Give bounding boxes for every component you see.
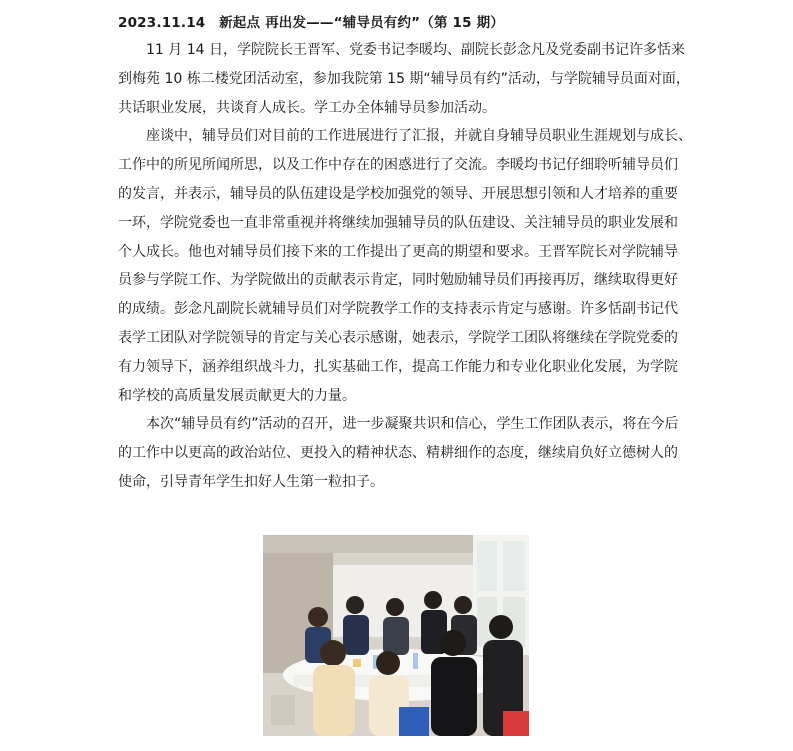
text-line: 到梅苑 10 栋二楼党团活动室，参加我院第 15 期“辅导员有约”活动，与学院辅导员面对面， <box>118 70 690 87</box>
text-line: 的工作中以更高的政治站位、更投入的精神状态、精耕细作的态度，继续肩负好立德树人的 <box>118 445 678 462</box>
text-line: 员参与学院工作、为学院做出的贡献表示肯定，同时勉励辅导员们再接再厉，继续取得更好 <box>118 272 678 289</box>
meeting-photo-illustration <box>263 535 529 736</box>
text-line: 工作中的所见所闻所思，以及工作中存在的困惑进行了交流。李暖均书记仔细聆听辅导员们 <box>118 157 678 174</box>
article-body <box>118 36 692 497</box>
paragraph <box>118 122 692 410</box>
text-line: 11 月 14 日，学院院长王晋军、党委书记李暖均、副院长彭念凡及党委副书记许多恬来 <box>146 42 685 58</box>
paragraph <box>118 36 690 122</box>
text-line: 有力领导下，涵养组织战斗力，扎实基础工作，提高工作能力和专业化职业化发展，为学院 <box>118 358 678 375</box>
text-line: 座谈中，辅导员们对目前的工作进展进行了汇报，并就自身辅导员职业生涯规划与成长、 <box>146 128 692 145</box>
text-line: 表学工团队对学院领导的肯定与关心表示感谢，她表示，学院学工团队将继续在学院党委的 <box>118 329 678 346</box>
meeting-photo <box>263 535 529 736</box>
paragraph <box>118 410 678 496</box>
text-line: 个人成长。他也对辅导员们接下来的工作提出了更高的期望和要求。王晋军院长对学院辅导 <box>118 243 678 260</box>
text-line: 一环，学院党委也一直非常重视并将继续加强辅导员的队伍建设、关注辅导员的职业发展和 <box>118 214 678 231</box>
text-line: 的发言，并表示，辅导员的队伍建设是学校加强党的领导、开展思想引领和人才培养的重要 <box>118 185 678 202</box>
text-line: 共话职业发展，共谈育人成长。学工办全体辅导员参加活动。 <box>118 99 496 116</box>
text-line: 本次“辅导员有约”活动的召开，进一步凝聚共识和信心，学生工作团队表示，将在今后 <box>146 416 679 433</box>
text-line: 和学校的高质量发展贡献更大的力量。 <box>118 387 356 404</box>
text-line: 使命，引导青年学生扣好人生第一粒扣子。 <box>118 473 384 490</box>
article-title: 2023.11.14 新起点 再出发——“辅导员有约”（第 15 期） <box>118 15 505 31</box>
text-line: 的成绩。彭念凡副院长就辅导员们对学院教学工作的支持表示肯定与感谢。许多恬副书记代 <box>118 301 678 318</box>
